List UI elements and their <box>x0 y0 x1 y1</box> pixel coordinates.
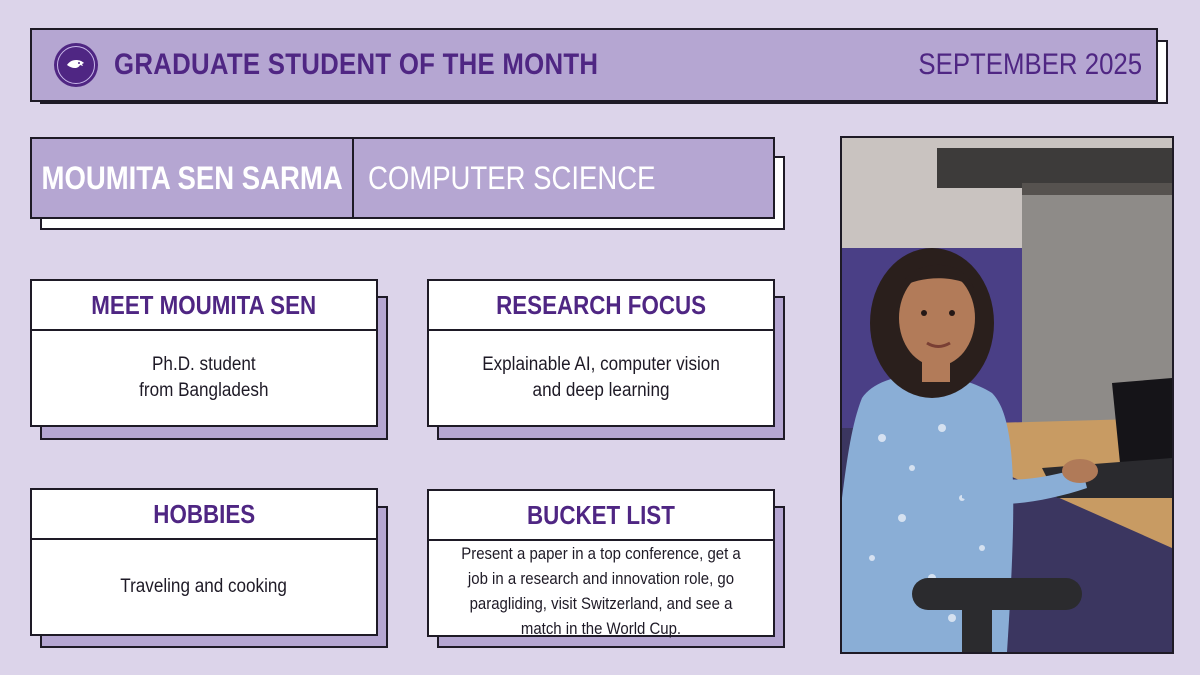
meet-card-header <box>32 281 376 331</box>
hobbies-card-text: Traveling and cooking <box>120 576 288 597</box>
research-card-title: RESEARCH FOCUS <box>496 289 706 320</box>
bucket-card-header <box>429 491 773 541</box>
meet-card-text: Ph.D. student from Bangladesh <box>139 354 269 401</box>
name-bar <box>30 137 775 219</box>
student-name: MOUMITA SEN SARMA <box>41 159 343 196</box>
student-photo <box>840 136 1174 654</box>
bucket-card <box>427 489 775 637</box>
hobbies-card-body <box>32 540 376 634</box>
meet-card-body <box>32 331 376 425</box>
department-cell <box>354 139 773 217</box>
meet-card-title: MEET MOUMITA SEN <box>91 289 317 320</box>
research-card-header <box>429 281 773 331</box>
meet-card <box>30 279 378 427</box>
page-title: GRADUATE STUDENT OF THE MONTH <box>114 48 599 81</box>
student-portrait-illustration <box>842 138 1172 652</box>
bucket-card-body <box>429 541 773 641</box>
research-card-body <box>429 331 773 425</box>
bucket-card-text: Present a paper in a top conference, get a job in a research and innovation role, go paragliding, visit Switzerland, and see a match in the World Cup. <box>461 544 741 638</box>
hobbies-card-title: HOBBIES <box>153 498 255 529</box>
hobbies-card <box>30 488 378 636</box>
research-card <box>427 279 775 427</box>
department-name: COMPUTER SCIENCE <box>368 159 656 196</box>
bucket-card-title: BUCKET LIST <box>527 499 675 530</box>
wildcat-logo-icon <box>54 43 98 87</box>
hobbies-card-header <box>32 490 376 540</box>
month-date: SEPTEMBER 2025 <box>918 48 1142 81</box>
name-cell <box>32 139 354 217</box>
research-card-text: Explainable AI, computer vision and deep learning <box>482 354 720 401</box>
header-banner <box>30 28 1158 102</box>
